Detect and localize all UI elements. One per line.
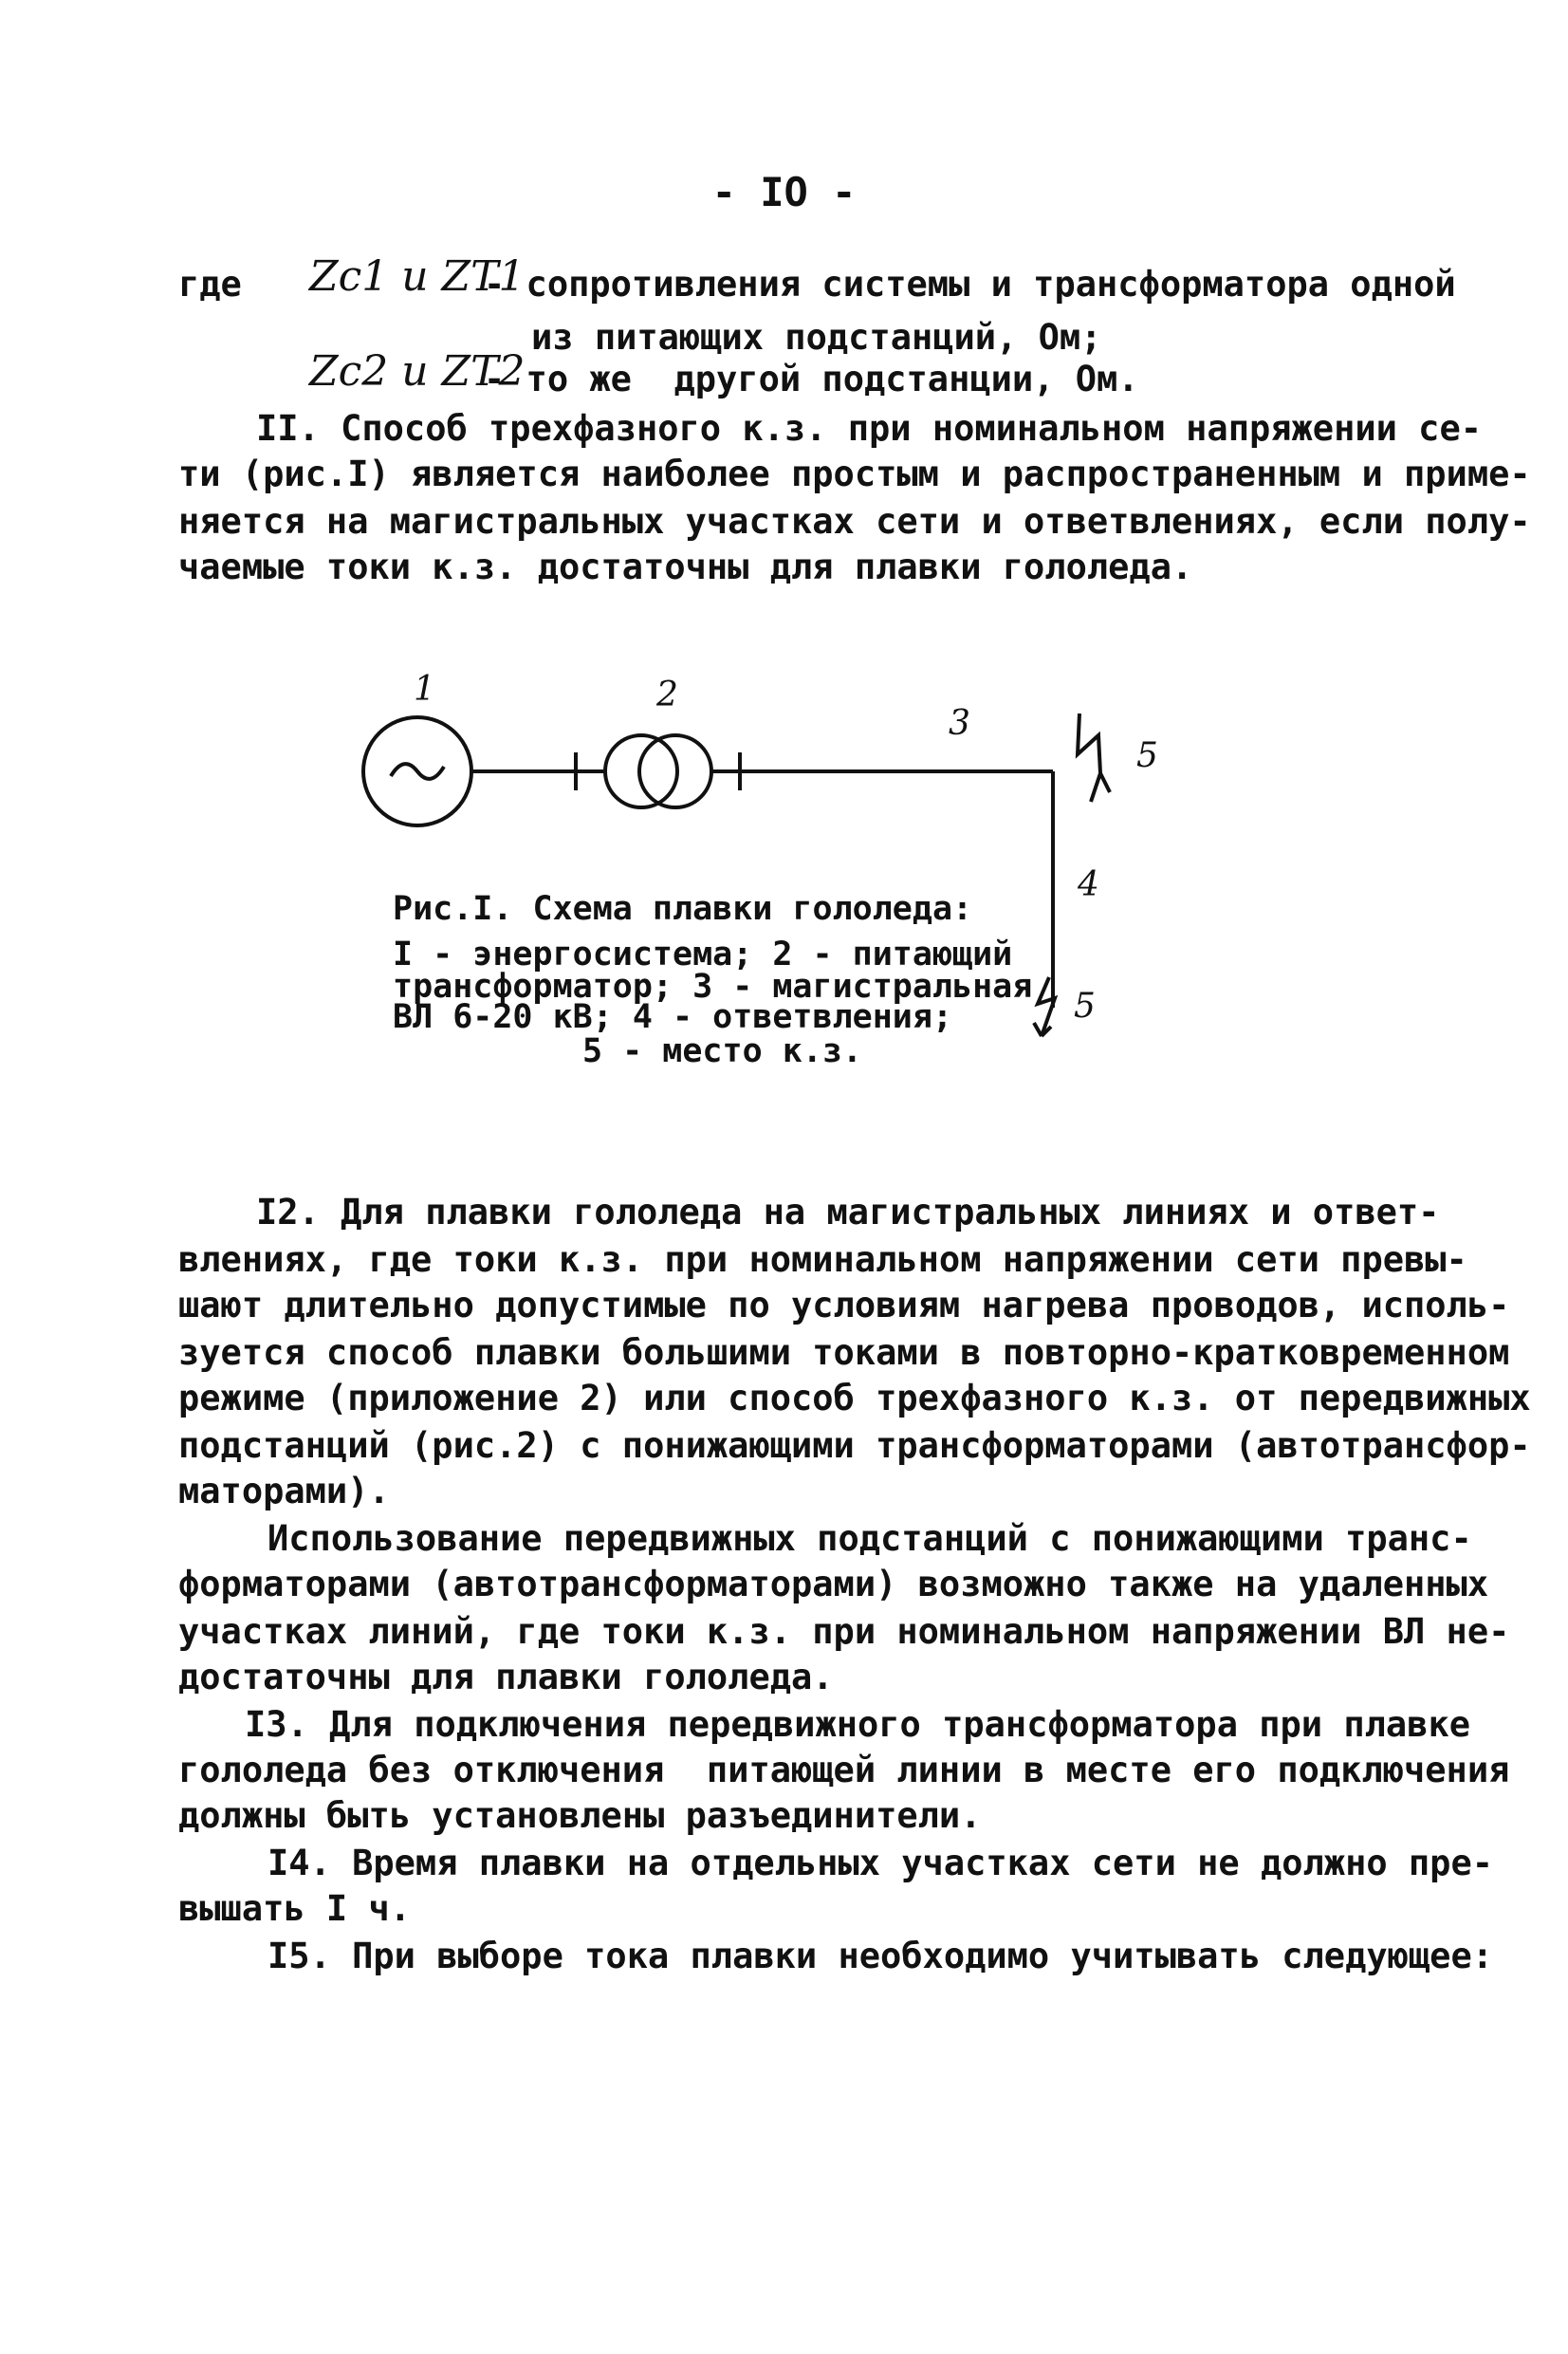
where-line-1: - сопротивления системы и трансформатора одной bbox=[484, 264, 1456, 305]
para12-line-5: режиме (приложение 2) или способ трехфазного к.з. от передвижных bbox=[178, 1378, 1531, 1418]
para14-line-1: I4. Время плавки на отдельных участках сети не должно пре- bbox=[267, 1843, 1494, 1883]
label-branch: 4 bbox=[1078, 865, 1099, 904]
para13-line-1: I3. Для подключения передвижного трансформатора при плавке bbox=[245, 1704, 1471, 1745]
para14-line-2: вышать I ч. bbox=[178, 1888, 412, 1929]
para12-line-1: I2. Для плавки гололеда на магистральных линиях и ответ- bbox=[256, 1192, 1440, 1233]
para12-line-4: зуется способ плавки большими токами в повторно-кратковременном bbox=[178, 1332, 1510, 1373]
para15-line-1: I5. При выборе тока плавки необходимо учитывать следующее: bbox=[267, 1936, 1494, 1976]
para13-line-2: гололеда без отключения питающей линии в месте его подключения bbox=[178, 1750, 1510, 1790]
para13-line-3: должны быть установлены разъединители. bbox=[178, 1795, 982, 1836]
para12-line-2: влениях, где токи к.з. при номинальном напряжении сети превы- bbox=[178, 1239, 1467, 1280]
para12-line-7: маторами). bbox=[178, 1471, 390, 1511]
para12b-line-3: участках линий, где токи к.з. при номинальном напряжении ВЛ не- bbox=[178, 1611, 1510, 1652]
para11-line-2: ти (рис.I) является наиболее простым и распространенным и приме- bbox=[178, 454, 1531, 494]
para12-line-6: подстанций (рис.2) с понижающими трансформаторами (автотрансфор- bbox=[178, 1425, 1531, 1466]
formula-symbols-2: Zc2 и ZT2 bbox=[309, 347, 526, 396]
fault-icon-top bbox=[1078, 714, 1100, 773]
para12b-line-1: Использование передвижных подстанций с понижающими транс- bbox=[267, 1518, 1472, 1559]
para12-line-3: шают длительно допустимые по условиям нагрева проводов, исполь- bbox=[178, 1285, 1510, 1325]
figure-caption-line-1: I - энергосистема; 2 - питающий bbox=[393, 936, 1013, 973]
label-fault-bottom: 5 bbox=[1074, 987, 1096, 1026]
figure-caption-line-3: ВЛ 6-20 кВ; 4 - ответвления; bbox=[393, 998, 953, 1036]
label-main-line: 3 bbox=[949, 704, 970, 743]
label-transformer: 2 bbox=[656, 676, 678, 714]
label-fault-top: 5 bbox=[1136, 736, 1158, 775]
label-generator: 1 bbox=[414, 670, 435, 709]
para12b-line-2: форматорами (автотрансформаторами) возможно также на удаленных bbox=[178, 1564, 1489, 1604]
figure-caption-line-2: трансформатор; 3 - магистральная bbox=[393, 968, 1033, 1006]
para11-line-1: II. Способ трехфазного к.з. при номинальном напряжении се- bbox=[256, 408, 1483, 449]
para11-line-4: чаемые токи к.з. достаточны для плавки гололеда. bbox=[178, 547, 1193, 587]
figure-caption-title: Рис.I. Схема плавки гололеда: bbox=[393, 890, 973, 928]
para12b-line-4: достаточны для плавки гололеда. bbox=[178, 1657, 834, 1697]
sine-icon bbox=[391, 764, 444, 779]
where-line-2: из питающих подстанций, Ом; bbox=[531, 317, 1102, 358]
figure-caption-line-4: 5 - место к.з. bbox=[582, 1032, 863, 1070]
page-number: - IO - bbox=[711, 169, 857, 215]
where-line-3: - то же другой подстанции, Ом. bbox=[484, 359, 1139, 399]
where-word: где bbox=[178, 264, 242, 305]
formula-symbols-1: Zc1 и ZT1 bbox=[309, 252, 526, 301]
para11-line-3: няется на магистральных участках сети и ответвлениях, если полу- bbox=[178, 501, 1531, 542]
